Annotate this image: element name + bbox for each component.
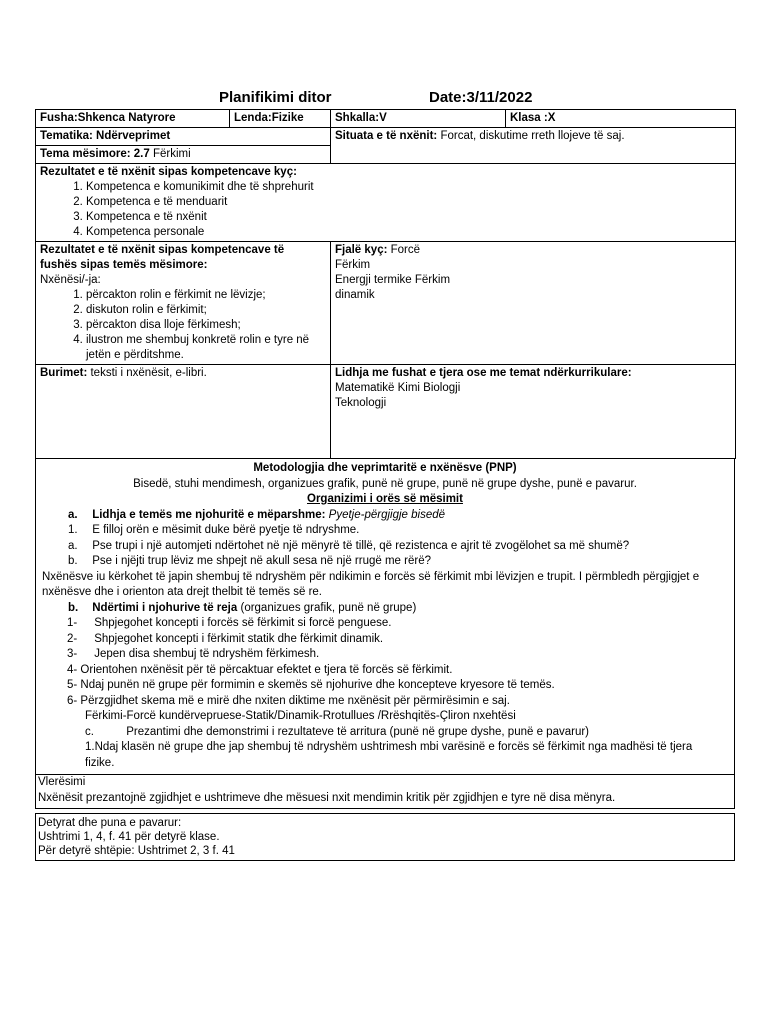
section-c-line [40,725,730,741]
detyrat-label: Detyrat dhe puna e pavarur: [38,817,182,829]
row-kompetencat-fushes [36,242,736,365]
fjale-kyc-line: Energji termike Fërkim [335,274,451,286]
metodologjia-heading: Metodologjia dhe veprimtaritë e nxënësve (PNP) [253,462,517,474]
metodologjia-section [35,459,735,775]
section-b-item [40,632,730,648]
kompetencat-kyc-heading: Rezultatet e të nxënit sipas kompetencave kyç: [40,166,297,178]
cell-shkalla: Shkalla:V [331,110,506,128]
vleresimi-label: Vlerësimi [38,776,86,788]
cell-kompetencat-kyc [36,164,736,242]
section-b-item [40,647,730,663]
line-text: E filloj orën e mësimit duke bërë pyetje të ndryshme. [92,524,360,536]
row-kompetencat-kyc [36,164,736,242]
row-fusha [36,110,736,128]
cell-klasa: Klasa :X [506,110,736,128]
item-text: Jepen disa shembuj të ndryshëm fërkimesh. [94,648,320,660]
section-b-heading: Ndërtimi i njohurive të reja [92,601,238,614]
section-b-item: 4- Orientohen nxënësit për të përcaktuar efektet e tjera të forcës së fërkimit. [67,663,453,676]
item-text: Shpjegohet koncepti i forcës së fërkimit si forcë penguese. [94,617,392,629]
metodologjia-text: Bisedë, stuhi mendimesh, organizues grafik, punë në grupe, punë në grupe dyshe, punë e pavarur. [133,477,637,490]
fjale-kyc-label: Fjalë kyç: [335,244,388,256]
section-b-subtitle: (organizues grafik, punë në grupe) [240,601,417,614]
question-a [40,539,730,555]
organizimi-heading-text: Organizimi i orës së mësimit [307,493,463,505]
question-text: Pse trupi i një automjeti ndërtohet në një mënyrë të tillë, që rezistenca e ajrit të zvogëlohet sa më shumë? [92,539,630,552]
cell-fjale-kyc [331,242,736,365]
item-number: 3- [67,648,78,660]
list-item: 3. Kompetenca e të nxënit [86,210,731,225]
lidhja-line: Teknologji [335,397,387,409]
burimet-label: Burimet: [40,367,88,379]
list-item: 2. Kompetenca e të menduarit [86,195,731,210]
section-b-label: b. [68,601,79,614]
fjale-kyc-line: dinamik [335,289,375,301]
section-a-line1 [40,523,730,539]
section-b-item [40,616,730,632]
lidhja-line: Matematikë Kimi Biologji [335,382,461,394]
list-item: 3. përcakton disa lloje fërkimesh; [86,318,324,333]
cell-tematika: Tematika: Ndërveprimet [36,128,331,146]
section-a-title [40,508,730,524]
item-number: 1- [67,617,78,629]
section-b-item: 6- Përzgjidhet skema më e mirë dhe nxiten diktime me nxënësit për përmirësimin e saj. [67,694,510,707]
cell-burimet [36,365,331,459]
question-label: b. [68,555,78,567]
vleresimi-section [35,775,735,809]
lesson-plan-sheet [35,109,735,861]
vleresimi-text: Nxënësit prezantojnë zgjidhjet e ushtrimeve dhe mësuesi nxit mendimin kritik për zgjidhjen e tyre në disa mënyra. [38,791,616,804]
fjale-kyc-first: Forcë [390,244,421,256]
kompetencat-fushes-heading: Rezultatet e të nxënit sipas kompetencave të fushës sipas temës mësimore: [40,244,285,271]
section-c-final: 1.Ndaj klasën në grupe dhe jap shembuj të ndryshëm ushtrimesh mbi varësinë e forcës së fërkimit nga madhësi të tjera fizike. [85,741,693,769]
fjale-kyc-line: Fërkim [335,259,371,271]
detyrat-section [35,813,735,861]
list-item: 4. Kompetenca personale [86,225,731,240]
situata-text: Forcat, diskutime rreth llojeve të saj. [440,130,625,142]
section-c-label: c. [85,725,94,738]
section-b-title [40,601,730,617]
section-a-label: a. [68,508,78,521]
tema-label: Tema mësimore: 2.7 [40,148,150,160]
cell-situata [331,128,736,164]
organizimi-heading [40,492,730,508]
detyrat-line2: Për detyrë shtëpie: Ushtrimet 2, 3 f. 41 [38,845,235,857]
section-a-subtitle: Pyetje-përgjigje bisedë [328,508,446,521]
title-date: Date:3/11/2022 [429,89,533,106]
burimet-text: teksti i nxënësit, e-libri. [90,367,207,379]
question-text: Pse i njëjti trup lëviz me shpejt në akull sesa në një rrugë me rërë? [92,555,431,567]
cell-lidhja [331,365,736,459]
cell-fusha: Fusha:Shkenca Natyrore [36,110,230,128]
section-a-paragraph: Nxënësve iu kërkohet të japin shembuj të ndryshëm për ndikimin e forcës së fërkimit mbi lëvizjen e trupit. I përmbledh përgjigjet e nxënësve dhe i orienton ata drejt thelbit të temës së re. [42,570,700,598]
skema-line: Fërkimi-Forcë kundërvepruese-Statik/Dinamik-Rrotullues /Rrëshqitës-Çliron nxehtësi [85,710,516,722]
detyrat-line1: Ushtrimi 1, 4, f. 41 për detyrë klase. [38,831,220,843]
section-c-text: Prezantimi dhe demonstrimi i rezultateve të arritura (punë në grupe dyshe, punë e pavarur) [126,725,589,738]
line-number: 1. [68,524,78,536]
document-title [0,89,768,109]
list-item: 2. diskuton rolin e fërkimit; [86,303,324,318]
lidhja-label: Lidhja me fushat e tjera ose me temat ndërkurrikulare: [335,367,632,379]
question-b [40,554,730,570]
row-burimet [36,365,736,459]
row-tematika [36,128,736,146]
section-a-heading: Lidhja e temës me njohuritë e mëparshme: [92,508,326,521]
cell-lenda: Lenda:Fizike [230,110,331,128]
question-label: a. [68,539,78,552]
list-item: 1. përcakton rolin e fërkimit ne lëvizje; [86,288,324,303]
section-b-item: 5- Ndaj punën në grupe për formimin e skemës së njohurive dhe koncepteve kryesore të temës. [67,679,555,691]
cell-tema [36,146,331,164]
list-item: 4. ilustron me shembuj konkretë rolin e tyre në jetën e përditshme. [86,333,324,363]
list-item: 1. Kompetenca e komunikimit dhe të shprehurit [86,180,731,195]
header-table [35,109,736,459]
cell-kompetencat-fushes [36,242,331,365]
kompetencat-fushes-list [40,288,324,363]
title-planifikimi: Planifikimi ditor [219,89,332,106]
kompetencat-kyc-list [40,180,731,240]
situata-label: Situata e të nxënit: [335,130,438,142]
tema-text: Fërkimi [152,148,191,160]
kompetencat-fushes-intro: Nxënësi/-ja: [40,274,101,286]
item-text: Shpjegohet koncepti i fërkimit statik dhe fërkimit dinamik. [94,632,384,645]
item-number: 2- [67,632,78,645]
